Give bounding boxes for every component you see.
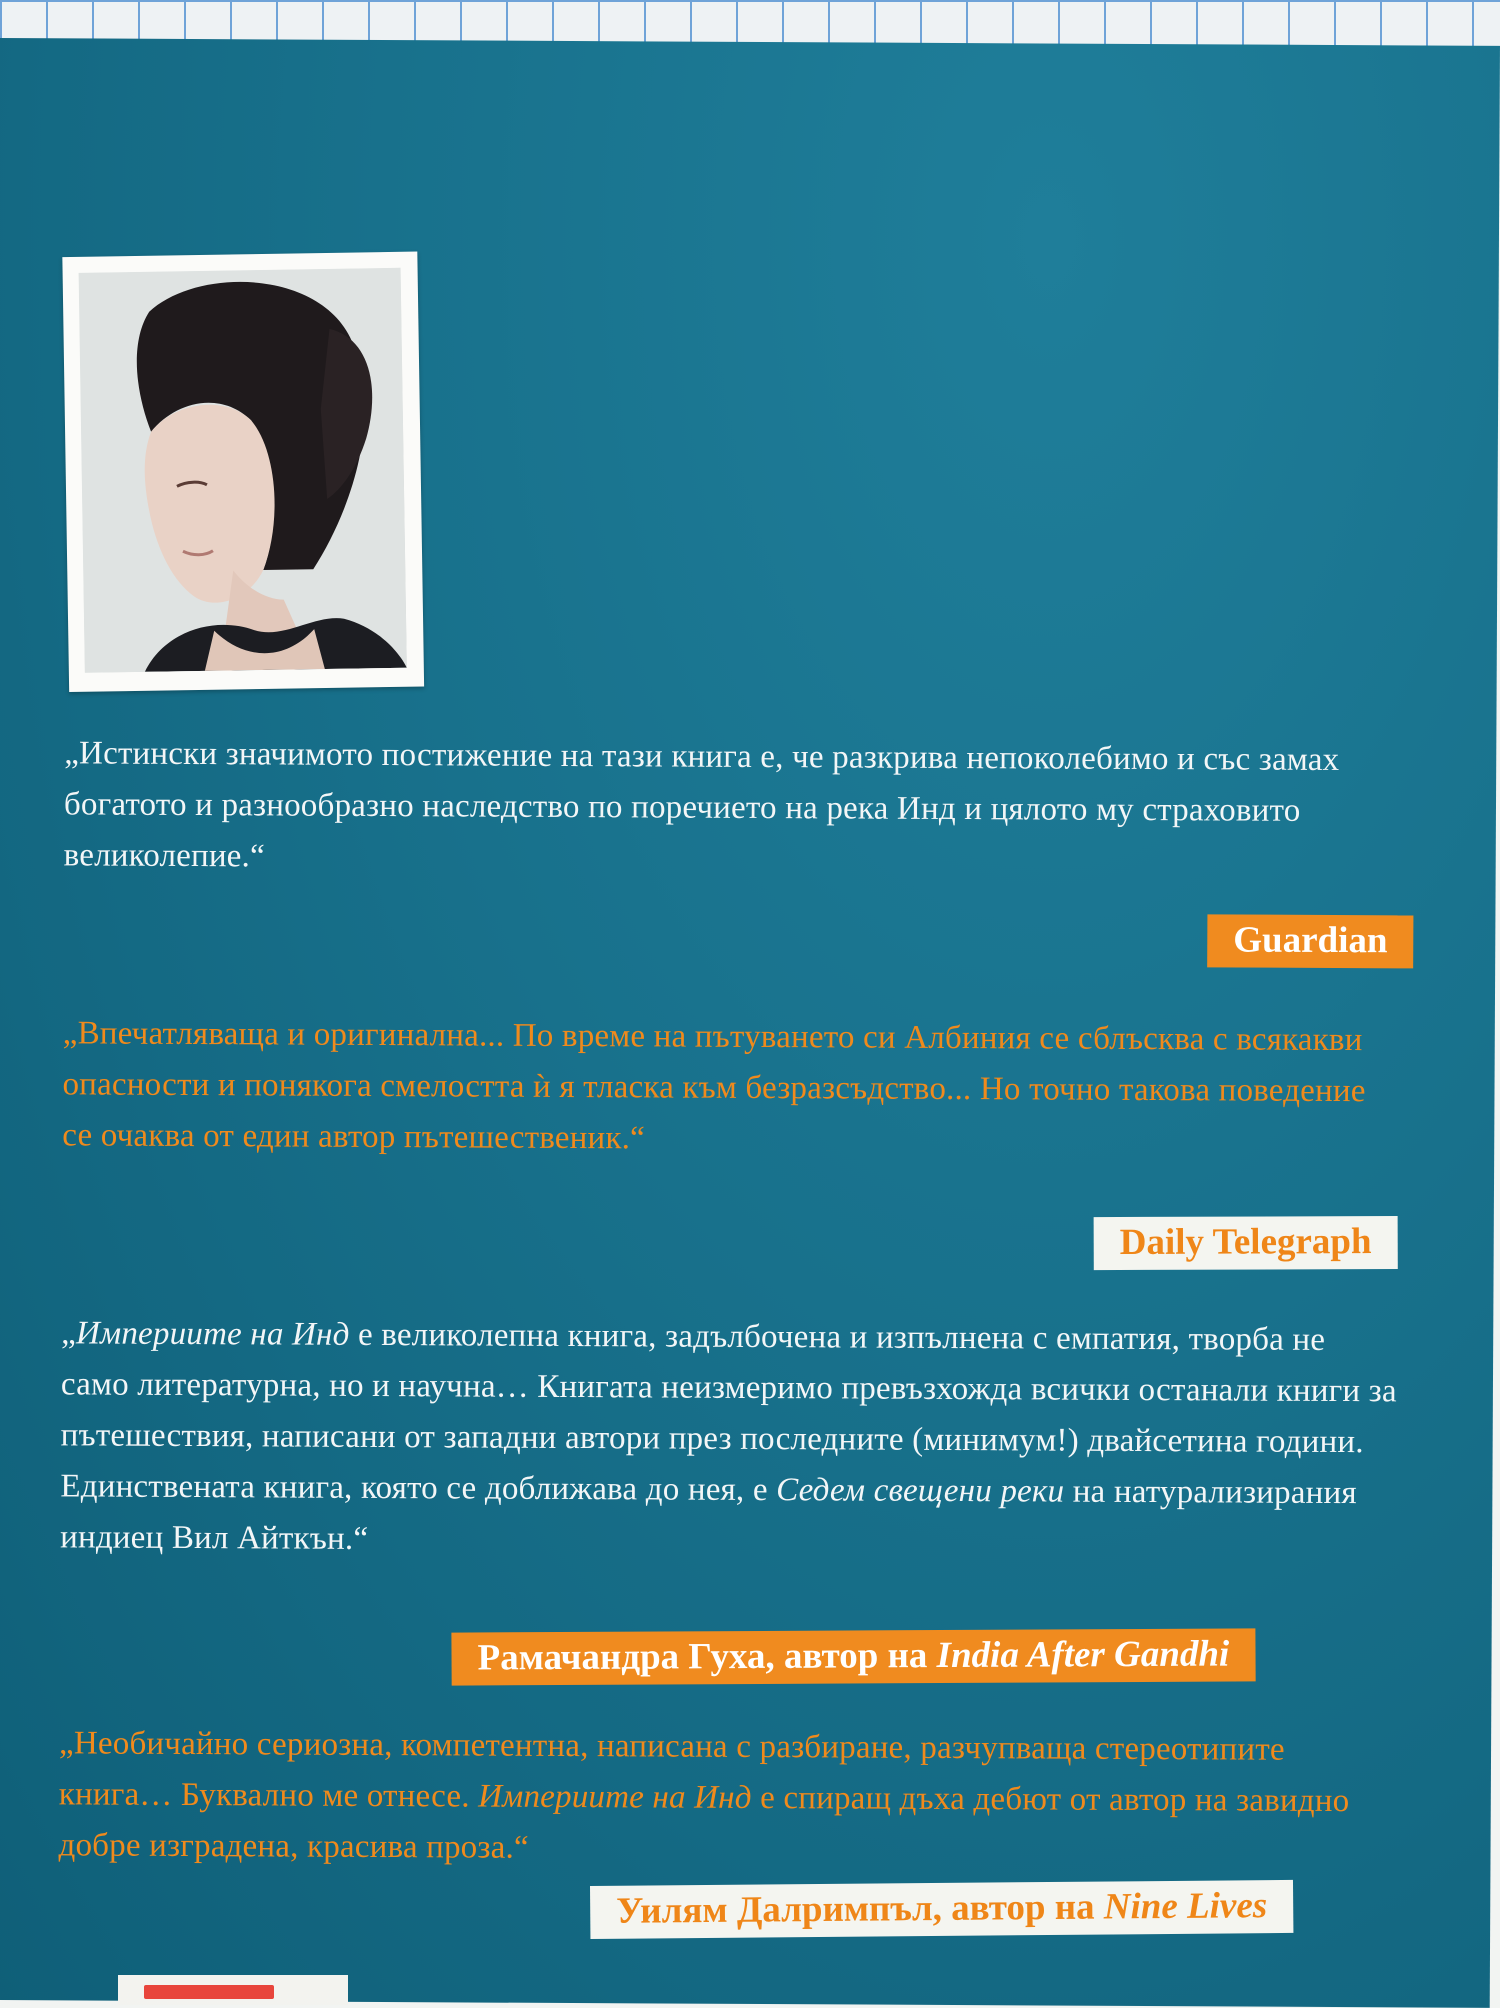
quote-text-part: на натурализирания индиец Вил Айткън.“ bbox=[60, 1473, 1357, 1557]
attribution-book-title: Nine Lives bbox=[1103, 1885, 1268, 1928]
book-title-italic: Империите на Инд bbox=[75, 1315, 350, 1353]
quote-text: „Истински значимото постижение на тази книга е, че разкрива непоколебимо и със замах богатото и разнообразно наследство по поречието на река Инд и цялото му страховито великолепие.“ bbox=[63, 735, 1340, 875]
author-photo bbox=[62, 252, 424, 693]
book-title-italic: Седем свещени реки bbox=[776, 1472, 1065, 1510]
book-back-cover bbox=[0, 38, 1500, 2008]
author-portrait-image bbox=[79, 268, 407, 673]
quote-text-part: „ bbox=[61, 1315, 77, 1352]
attribution-book-title: India After Gandhi bbox=[936, 1633, 1230, 1677]
quote-text-part: е спиращ дъха дебют от автор на завидно добре изградена, красива проза.“ bbox=[58, 1779, 1350, 1866]
attribution-guardian: Guardian bbox=[1207, 914, 1413, 968]
quote-text-part: „Необичайно сериозна, компетентна, написана с разбиране, разчупваща стереотипите книга… Буквално ме отнесе. bbox=[58, 1725, 1285, 1815]
book-title-italic: Империите на Инд bbox=[478, 1778, 752, 1816]
red-mark bbox=[144, 1985, 274, 1999]
attribution-prefix: Рамачандра Гуха, автор на bbox=[477, 1635, 937, 1679]
attribution-daily-telegraph: Daily Telegraph bbox=[1094, 1216, 1398, 1270]
quote-guha bbox=[60, 1308, 1401, 1570]
quote-text-part: е великолепна книга, задълбочена и изпълнена с емпатия, творба не само литературна, но и научна… Книгата неизмеримо превъзхожда всички останали книги за пътешествия, написани от западни автори през последните (минимум!) двайсетина години. Единствената книга, която се доближава до нея, е bbox=[60, 1316, 1397, 1509]
bottom-sticker bbox=[118, 1975, 348, 2005]
quote-dalrymple bbox=[58, 1718, 1399, 1878]
portrait-illustration bbox=[79, 268, 407, 673]
quote-daily-telegraph bbox=[62, 1008, 1403, 1168]
attribution-prefix: Уилям Далримпъл, автор на bbox=[616, 1886, 1104, 1932]
attribution-guha bbox=[451, 1628, 1255, 1685]
quote-text: „Впечатляваща и оригинална... По време на пътуването си Албиния се сблъсква с всякакви опасности и понякога смелостта ѝ я тласка към безразсъдство... Но точно такова поведение се очаква от един автор пътешественик.“ bbox=[62, 1015, 1366, 1157]
quote-guardian bbox=[64, 728, 1405, 888]
attribution-dalrymple bbox=[590, 1880, 1293, 1939]
